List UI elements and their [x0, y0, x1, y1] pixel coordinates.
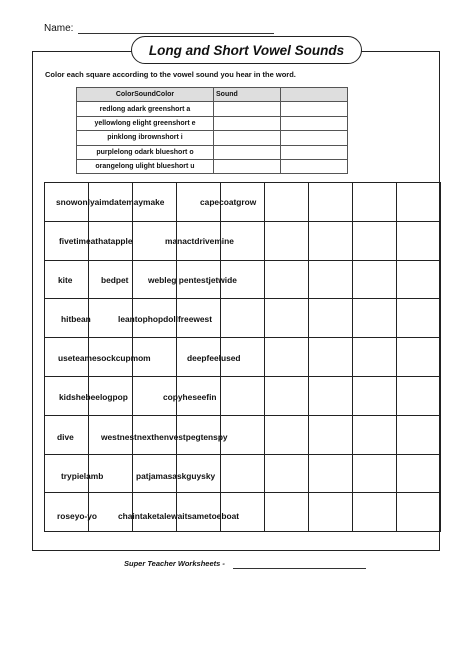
grid-square[interactable]: [265, 299, 309, 338]
key-header-cell: Sound: [214, 88, 281, 102]
grid-square[interactable]: [397, 260, 441, 299]
key-row: [77, 159, 348, 173]
grid-square[interactable]: [265, 415, 309, 454]
grid-row-2-left: kite: [58, 275, 73, 285]
grid-row: [45, 299, 441, 338]
key-header-cell: ColorSoundColor: [77, 88, 214, 102]
grid-row-6-left: dive: [57, 432, 74, 442]
grid-square[interactable]: [309, 183, 353, 222]
name-label: Name:: [44, 23, 74, 34]
grid-square[interactable]: [265, 376, 309, 415]
grid-square[interactable]: [397, 221, 441, 260]
grid-square[interactable]: [265, 221, 309, 260]
grid-row-6-right: westnestnexthenvestpegtenspy: [101, 432, 228, 442]
key-row: [77, 131, 348, 145]
grid-square[interactable]: [265, 493, 309, 532]
key-cell: orangelong ulight blueshort u: [77, 159, 214, 173]
key-row: [77, 116, 348, 130]
name-line[interactable]: [78, 33, 274, 34]
grid-row-1-left: fivetimeathatapple: [59, 236, 133, 246]
grid-square[interactable]: [353, 299, 397, 338]
grid-square[interactable]: [221, 299, 265, 338]
grid-square[interactable]: [397, 338, 441, 377]
grid-row-0-left: snowonlyaimdatemaymake: [56, 197, 165, 207]
grid-row-2-mid: bedpet: [101, 275, 129, 285]
grid-square[interactable]: [353, 376, 397, 415]
footer-line[interactable]: [233, 568, 366, 569]
grid-row-7-right: patjamasaskguysky: [136, 471, 216, 481]
key-cell: [214, 131, 281, 145]
grid-row-0-right: capecoatgrow: [200, 197, 257, 207]
key-cell: [281, 102, 348, 116]
grid-square[interactable]: [397, 454, 441, 493]
grid-square[interactable]: [309, 221, 353, 260]
grid-square[interactable]: [353, 260, 397, 299]
grid-row-5-right: copyheseefin: [163, 392, 217, 402]
grid-square[interactable]: [397, 493, 441, 532]
key-row: [77, 102, 348, 116]
grid-square[interactable]: [265, 454, 309, 493]
grid-square[interactable]: [309, 338, 353, 377]
grid-square[interactable]: [353, 415, 397, 454]
grid-row-4-left: useteamesockcupmom: [58, 353, 151, 363]
key-row: [77, 145, 348, 159]
grid-square[interactable]: [309, 415, 353, 454]
grid-row-4-right: deepfeelused: [187, 353, 241, 363]
grid-square[interactable]: [397, 376, 441, 415]
grid-row-3-right: leantophopdollfreewest: [118, 314, 212, 324]
grid-square[interactable]: [309, 376, 353, 415]
grid-row-1-right: manactdrivemine: [165, 236, 234, 246]
grid-row: [45, 493, 441, 532]
grid-row-8-left: roseyo-yo: [57, 511, 98, 521]
key-cell: [214, 145, 281, 159]
grid-square[interactable]: [265, 338, 309, 377]
grid-square[interactable]: [397, 415, 441, 454]
grid-row-7-left: trypielamb: [61, 471, 104, 481]
key-cell: yellowlong elight greenshort e: [77, 116, 214, 130]
key-cell: [214, 159, 281, 173]
grid-square[interactable]: [353, 183, 397, 222]
key-header-cell: [281, 88, 348, 102]
key-cell: [281, 145, 348, 159]
grid-square[interactable]: [265, 183, 309, 222]
grid-square[interactable]: [309, 493, 353, 532]
grid-square[interactable]: [265, 260, 309, 299]
color-key-table: [76, 87, 348, 174]
grid-row-2-right: webleg pentestjetwide: [148, 275, 237, 285]
grid-square[interactable]: [221, 454, 265, 493]
grid-square[interactable]: [353, 493, 397, 532]
grid-square[interactable]: [353, 338, 397, 377]
grid-square[interactable]: [397, 299, 441, 338]
worksheet-title: Long and Short Vowel Sounds: [131, 36, 362, 64]
grid-square[interactable]: [353, 454, 397, 493]
grid-square[interactable]: [221, 376, 265, 415]
key-cell: redlong adark greenshort a: [77, 102, 214, 116]
footer-credit: Super Teacher Worksheets -: [124, 559, 225, 568]
key-cell: [214, 102, 281, 116]
grid-square[interactable]: [397, 183, 441, 222]
key-cell: pinklong ibrownshort i: [77, 131, 214, 145]
grid-row: [45, 454, 441, 493]
key-cell: [281, 116, 348, 130]
grid-square[interactable]: [309, 299, 353, 338]
key-cell: [281, 131, 348, 145]
key-cell: [214, 116, 281, 130]
key-header-row: [77, 88, 348, 102]
grid-square[interactable]: [309, 454, 353, 493]
key-cell: purplelong odark blueshort o: [77, 145, 214, 159]
grid-square[interactable]: [309, 260, 353, 299]
instructions: Color each square according to the vowel sound you hear in the word.: [45, 70, 296, 79]
key-cell: [281, 159, 348, 173]
grid-row-8-right: chaintaketalewaitsametoeboat: [118, 511, 240, 521]
grid-row-5-left: kidshebeelogpop: [59, 392, 128, 402]
grid-row-3-left: hitbean: [61, 314, 91, 324]
grid-square[interactable]: [353, 221, 397, 260]
